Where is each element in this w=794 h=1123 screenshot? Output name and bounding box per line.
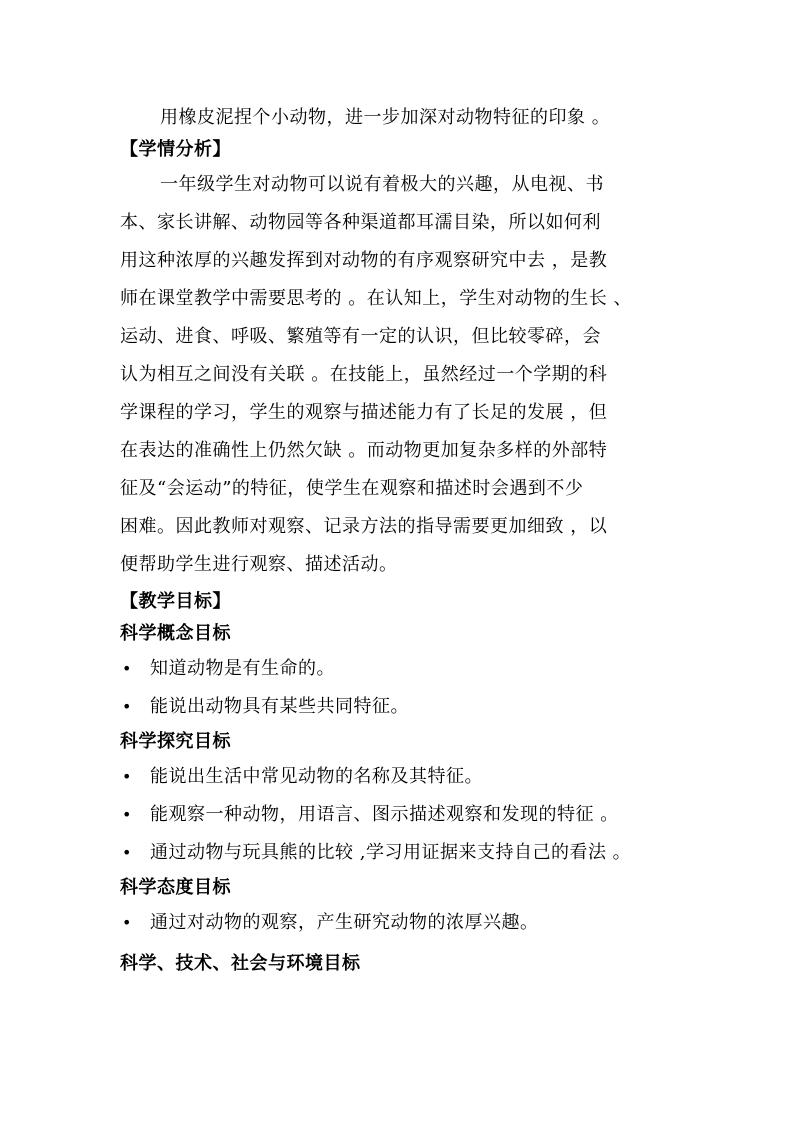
paragraph-line: 用这种浓厚的兴趣发挥到对动物的有序观察研究中去 ，是教	[120, 250, 608, 271]
stse-objective-title: 科学、技术、社会与环境目标	[120, 953, 361, 974]
paragraph-line: 征及“会运动”的特征，使学生在观察和描述时会遇到不少	[120, 478, 584, 499]
learning-analysis-heading: 【学情分析】	[120, 139, 231, 160]
attitude-objective-title: 科学态度目标	[120, 877, 231, 898]
attitude-objective-list	[120, 904, 680, 942]
inquiry-objective-list	[120, 758, 680, 872]
bullet-icon: •	[122, 913, 132, 932]
document-page	[120, 102, 680, 980]
paragraph-line: 运动、进食、呼吸、繁殖等有一定的认识，但比较零碎，会	[120, 326, 601, 347]
bullet-icon: •	[122, 805, 132, 824]
paragraph-line: 困难。因此教师对观察、记录方法的指导需要更加细致 ，以	[120, 516, 608, 537]
paragraph-line: 一年级学生对动物可以说有着极大的兴趣，从电视、书	[160, 174, 604, 195]
concept-objective-list	[120, 650, 680, 726]
list-item: • 能说出动物具有某些共同特征。	[120, 688, 680, 726]
bullet-icon: •	[122, 843, 132, 862]
paragraph-line: 认为相互之间没有关联 。在技能上，虽然经过一个学期的科	[120, 364, 608, 385]
inquiry-objective-title: 科学探究目标	[120, 731, 231, 752]
list-item: • 能观察一种动物，用语言、图示描述观察和发现的特征 。	[120, 796, 680, 834]
paragraph-line: 便帮助学生进行观察、描述活动。	[120, 554, 398, 575]
paragraph-line: 学课程的学习，学生的观察与描述能力有了长足的发展 ，但	[120, 402, 608, 423]
bullet-icon: •	[122, 659, 132, 678]
paragraph-line: 师在课堂教学中需要思考的 。在认知上，学生对动物的生长 、	[120, 288, 632, 309]
learning-analysis-paragraph	[120, 166, 680, 584]
paragraph-line: 在表达的准确性上仍然欠缺 。而动物更加复杂多样的外部特	[120, 440, 608, 461]
objectives-heading: 【教学目标】	[120, 591, 231, 612]
list-item: • 通过对动物的观察，产生研究动物的浓厚兴趣。	[120, 904, 680, 942]
bullet-icon: •	[122, 767, 132, 786]
bullet-icon: •	[122, 697, 132, 716]
concept-objective-title: 科学概念目标	[120, 623, 231, 644]
intro-line: 用橡皮泥捏个小动物，进一步加深对动物特征的印象 。	[160, 107, 611, 128]
paragraph-line: 本、家长讲解、动物园等各种渠道都耳濡目染，所以如何利	[120, 212, 601, 233]
list-item: • 能说出生活中常见动物的名称及其特征。	[120, 758, 680, 796]
list-item: • 通过动物与玩具熊的比较 ,学习用证据来支持自己的看法 。	[120, 834, 680, 872]
list-item: • 知道动物是有生命的。	[120, 650, 680, 688]
